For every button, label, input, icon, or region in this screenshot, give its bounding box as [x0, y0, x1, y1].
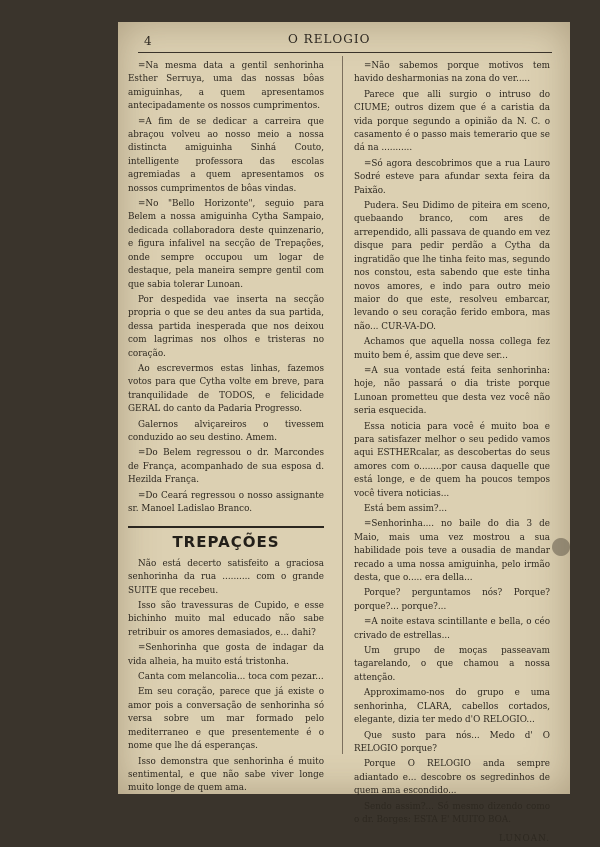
paragraph: =A noite estava scintillante e bella, o céo crivado de estrellas...	[354, 617, 550, 641]
paragraph: Em seu coração, parece que já existe o amor pois a conversação de senhorinha só versa sobre um mar formado pelo mediterraneo e que presentemente é o nome que lhe dá esperanças.	[128, 687, 324, 752]
section-rule	[128, 526, 324, 528]
masthead: O RELOGIO	[288, 32, 371, 46]
left-column	[128, 60, 324, 798]
paragraph: Essa noticia para você é muito boa e para satisfazer melhor o seu pedido vamos aqui ESTHERcalar, as descobertas do seus amores com o........por causa daquelle que está longe, e de quem ha poucos tempos você tivera noticias...	[354, 421, 550, 499]
paragraph: =Do Belem regressou o dr. Marcondes de França, acompanhado de sua esposa d. Hezilda França.	[128, 448, 324, 486]
paragraph: Está bem assim?...	[364, 504, 448, 514]
header-rule	[138, 52, 552, 53]
paragraph: Canta com melancolia... toca com pezar...	[138, 672, 324, 683]
paragraph: Porque? perguntamos nós? Porque? porque?... porque?...	[354, 588, 550, 612]
paragraph: Parece que alli surgio o intruso do CIUME; outros dizem que é a caristia da vida porque segundo a opinião da N. C. o casamento é o passo mais temerario que se dá na ...........	[354, 89, 550, 154]
paragraph: Porque O RELOGIO anda sempre adiantado e... descobre os segredinhos de quem ama escondido...	[354, 759, 550, 797]
paragraph: =A sua vontade está feita senhorinha: hoje, não passará o dia triste porque Lunoan prometteu que desta vez você não seria esquecida.	[354, 365, 550, 417]
paragraph: Approximamo-nos do grupo e uma senhorinha, CLARA, cabellos cortados, elegante, dizia ter medo d'O RELOGIO...	[354, 688, 550, 726]
paragraph: =No "Bello Horizonte", seguio para Belem a nossa amiguinha Cytha Sampaio, dedicada collaboradora deste quinzenario, e figura infalivel na secção de Trepações, onde sempre occupou um logar de destaque, pela maneira sempre gentil com que sabia tolerar Lunoan.	[128, 199, 324, 290]
paper-hole	[552, 538, 570, 556]
paragraph: Ao escrevermos estas linhas, fazemos votos para que Cytha volte em breve, para tranquilidade de TODOS, e felicidade GERAL do canto da Padaria Progresso.	[128, 363, 324, 415]
paragraph: =Do Ceará regressou o nosso assignante sr. Manoel Ladislao Branco.	[128, 490, 324, 514]
paragraph: Pudera. Seu Didimo de piteira em sceno, quebaando branco, com ares de arrependido, alli passava de quando em vez disque para pedir perdão a Cytha da ingratidão que lhe tinha feito mas, segundo nos constou, esta sabendo que este tinha novos amores, e indo para outro meio maior do que este, resolveu embarcar, levando o seu coração ferido embora, mas não... CUR-VA-DO.	[354, 201, 550, 332]
paragraph: Achamos que aquella nossa collega fez muito bem é, assim que deve ser...	[354, 337, 550, 361]
signature: LUNOAN.	[499, 834, 550, 845]
newspaper-page	[118, 22, 570, 845]
page-number: 4	[144, 34, 152, 48]
paragraph: Não está decerto satisfeito a graciosa senhorinha da rua .......... com o grande SUITE que recebeu.	[128, 558, 324, 596]
paragraph: =Senhorinha.... no baile do dia 3 de Maio, mais uma vez mostrou a sua habilidade pois teve a ousadia de mandar recado a uma nossa amiguinha, pelo irmão desta, que o..... era della...	[354, 519, 550, 584]
paragraph: =Senhorinha que gosta de indagar da vida alheia, ha muito está tristonha.	[128, 643, 324, 667]
paragraph: Que susto para nós... Medo d' O RELOGIO porque?	[354, 730, 550, 754]
paragraph: =Só agora descobrimos que a rua Lauro Sodré esteve para afundar sexta feira da Paixão.	[354, 158, 550, 196]
paragraph: Por despedida vae inserta na secção propria o que se deu antes da sua partida, dessa partida inesperada que nos deixou com lagrimas nos olhos e tristeras no coração.	[128, 294, 324, 359]
paragraph: =Na mesma data a gentil senhorinha Esther Serruya, uma das nossas bôas amiguinhas, a quem apresentamos antecipadamente os nossos cumprimentos.	[128, 61, 324, 112]
section-title: TREPAÇÕES	[172, 533, 280, 552]
paragraph: =A fim de se dedicar a carreira que abraçou volveu ao nosso meio a nossa distincta amiguinha Sinhá Couto, intelligente professora das escolas agremiadas a quem apresentamos os nossos cumprimentos de bôas vindas.	[128, 116, 324, 194]
paragraph: Isso são travessuras de Cupido, e esse bichinho muito mal educado não sabe retribuir os amores demasiados, e... dahi?	[128, 601, 324, 638]
paragraph: Isso demonstra que senhorinha é muito sentimental, e que não sabe viver longe muito longe de quem ama.	[128, 756, 324, 794]
paragraph: Um grupo de moças passeavam tagarelando, o que chamou a nossa attenção.	[354, 646, 550, 683]
paragraph: Galernos alviçareiros o tivessem conduzido ao seu destino. Amem.	[128, 419, 324, 443]
column-divider	[342, 56, 343, 754]
paragraph: Sendo assim?... Só mesmo dizendo como o dr. Borges: ESTA E' MUITO BOA.	[354, 801, 550, 825]
right-column	[354, 60, 550, 847]
paragraph: =Não sabemos porque motivos tem havido desharmonias na zona do ver.....	[354, 61, 550, 85]
